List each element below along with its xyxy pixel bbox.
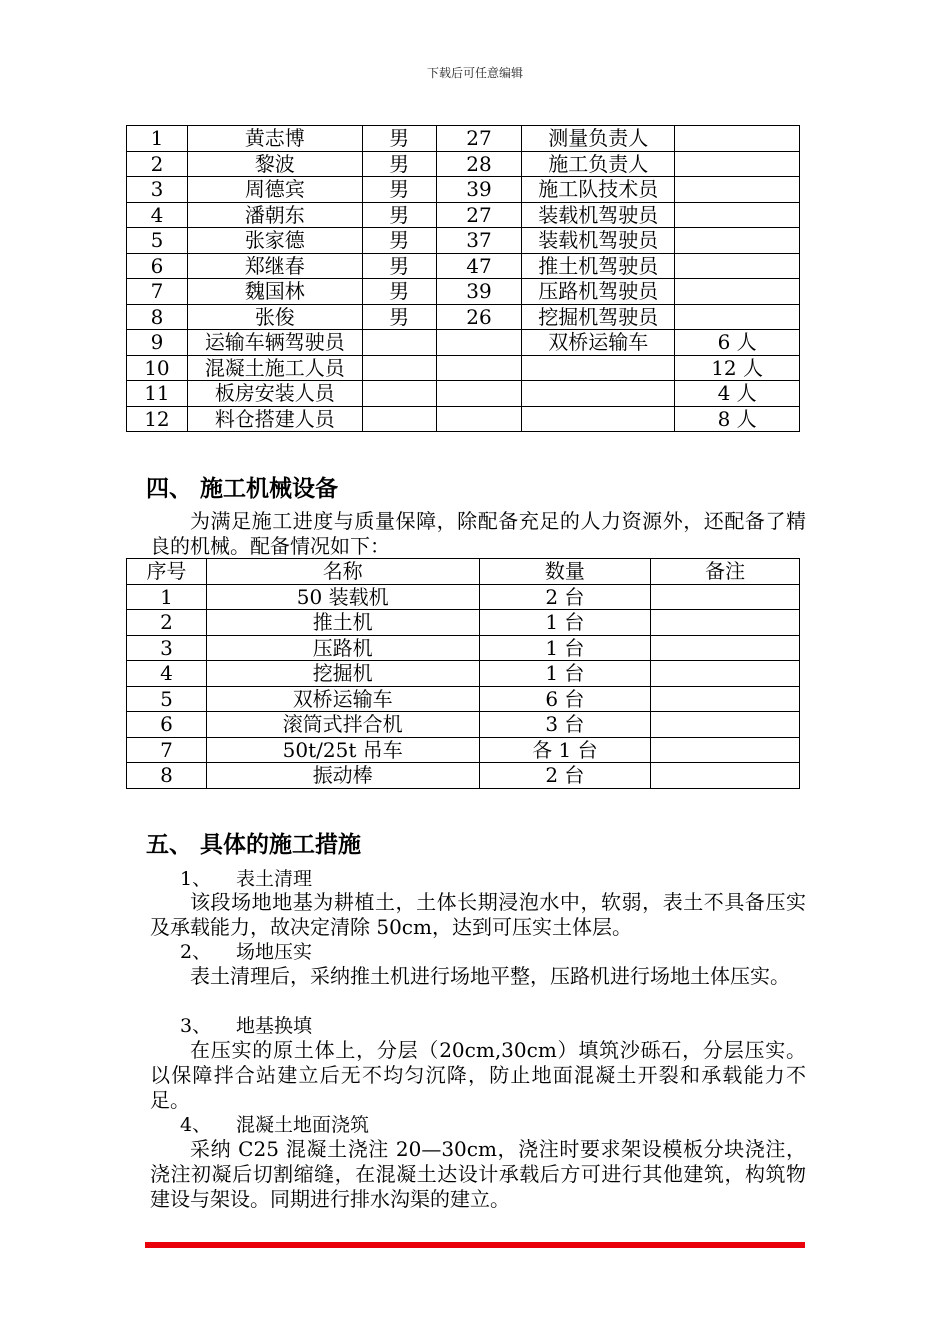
- table-cell: [675, 279, 800, 305]
- table-cell: 男: [362, 228, 436, 254]
- table-cell: 2: [127, 151, 188, 177]
- step-text: 表土清理后，采纳推土机进行场地平整，压路机进行场地土体压实。: [190, 964, 790, 988]
- table-cell: 滚筒式拌合机: [206, 712, 479, 738]
- table-cell: 双桥运输车: [522, 330, 675, 356]
- table-cell: 12 人: [675, 355, 800, 381]
- table-cell: [522, 381, 675, 407]
- section-intro: 为满足施工进度与质量保障，除配备充足的人力资源外，还配备了精良的机械。配备情况如下：: [150, 509, 806, 558]
- table-cell: 挖掘机: [206, 661, 479, 687]
- table-cell: 27: [436, 202, 522, 228]
- table-cell: 运输车辆驾驶员: [187, 330, 362, 356]
- table-row: [127, 330, 800, 356]
- table-cell: [362, 330, 436, 356]
- table-cell: 6 人: [675, 330, 800, 356]
- table-row: [127, 610, 800, 636]
- table-cell: 28: [436, 151, 522, 177]
- table-cell: [362, 355, 436, 381]
- table-cell: [651, 635, 800, 661]
- table-row: [127, 355, 800, 381]
- column-header: 数量: [479, 559, 651, 585]
- table-cell: 郑继春: [187, 253, 362, 279]
- table-cell: 周德宾: [187, 177, 362, 203]
- table-row: [127, 712, 800, 738]
- table-cell: [436, 355, 522, 381]
- table-cell: [522, 406, 675, 432]
- table-cell: 8: [127, 304, 188, 330]
- table-cell: [436, 406, 522, 432]
- table-cell: 10: [127, 355, 188, 381]
- table-cell: 压路机: [206, 635, 479, 661]
- table-cell: 测量负责人: [522, 126, 675, 152]
- table-row: [127, 151, 800, 177]
- table-row: [127, 686, 800, 712]
- table-cell: 1 台: [479, 610, 651, 636]
- table-cell: 27: [436, 126, 522, 152]
- table-cell: 推土机: [206, 610, 479, 636]
- footer-rule: [145, 1242, 805, 1248]
- column-header: 序号: [127, 559, 207, 585]
- table-cell: [675, 126, 800, 152]
- table-cell: 7: [127, 737, 207, 763]
- table-cell: 9: [127, 330, 188, 356]
- table-row: [127, 279, 800, 305]
- table-cell: 男: [362, 177, 436, 203]
- table-cell: 12: [127, 406, 188, 432]
- table-cell: 3 台: [479, 712, 651, 738]
- table-cell: 1: [127, 126, 188, 152]
- table-cell: [436, 330, 522, 356]
- table-cell: 39: [436, 177, 522, 203]
- table-cell: 装载机驾驶员: [522, 228, 675, 254]
- table-header-row: [127, 559, 800, 585]
- step-text: 该段场地地基为耕植土，土体长期浸泡水中，软弱，表土不具备压实及承载能力，故决定清除 50cm，达到可压实土体层。: [150, 890, 806, 939]
- step-heading: 3、 地基换填: [180, 1015, 313, 1037]
- table-cell: 8: [127, 763, 207, 789]
- table-cell: [651, 686, 800, 712]
- table-row: [127, 253, 800, 279]
- table-cell: 3: [127, 177, 188, 203]
- table-cell: 8 人: [675, 406, 800, 432]
- table-cell: 挖掘机驾驶员: [522, 304, 675, 330]
- table-cell: 混凝土施工人员: [187, 355, 362, 381]
- table-row: [127, 381, 800, 407]
- table-row: [127, 228, 800, 254]
- table-cell: 压路机驾驶员: [522, 279, 675, 305]
- step-text: 在压实的原土体上，分层（20cm,30cm）填筑沙砾石，分层压实。以保障拌合站建立后无不均匀沉降，防止地面混凝土开裂和承载能力不足。: [150, 1038, 806, 1112]
- table-row: [127, 304, 800, 330]
- table-row: [127, 202, 800, 228]
- table-cell: 6: [127, 253, 188, 279]
- table-cell: 黄志博: [187, 126, 362, 152]
- table-row: [127, 737, 800, 763]
- table-cell: [651, 712, 800, 738]
- section-heading: 五、 具体的施工措施: [146, 832, 362, 858]
- table-cell: [675, 151, 800, 177]
- equipment-table: [126, 558, 800, 789]
- table-row: [127, 406, 800, 432]
- table-cell: 7: [127, 279, 188, 305]
- table-cell: 4 人: [675, 381, 800, 407]
- table-cell: [651, 763, 800, 789]
- step-text: 采纳 C25 混凝土浇注 20—30cm，浇注时要求架设模板分块浇注，浇注初凝后切割缩缝，在混凝土达设计承载后方可进行其他建筑，构筑物建设与架设。同期进行排水沟渠的建立。: [150, 1137, 806, 1211]
- table-cell: [651, 737, 800, 763]
- table-cell: 双桥运输车: [206, 686, 479, 712]
- table-cell: [651, 661, 800, 687]
- table-cell: 料仓搭建人员: [187, 406, 362, 432]
- table-cell: 39: [436, 279, 522, 305]
- table-cell: 50t/25t 吊车: [206, 737, 479, 763]
- staff-table: [126, 125, 800, 432]
- table-cell: 2 台: [479, 584, 651, 610]
- step-heading: 4、 混凝土地面浇筑: [180, 1114, 370, 1136]
- table-cell: [436, 381, 522, 407]
- table-row: [127, 584, 800, 610]
- table-cell: [675, 177, 800, 203]
- section-heading: 四、 施工机械设备: [146, 476, 339, 502]
- table-cell: 3: [127, 635, 207, 661]
- table-row: [127, 763, 800, 789]
- table-cell: 2: [127, 610, 207, 636]
- table-cell: 装载机驾驶员: [522, 202, 675, 228]
- table-cell: 黎波: [187, 151, 362, 177]
- table-cell: 振动棒: [206, 763, 479, 789]
- table-row: [127, 661, 800, 687]
- step-heading: 2、 场地压实: [180, 941, 313, 963]
- table-cell: 张家德: [187, 228, 362, 254]
- table-cell: 张俊: [187, 304, 362, 330]
- table-cell: 11: [127, 381, 188, 407]
- table-cell: [362, 406, 436, 432]
- table-cell: 男: [362, 279, 436, 305]
- header-note: 下载后可任意编辑: [426, 66, 523, 80]
- table-cell: 1 台: [479, 661, 651, 687]
- table-cell: [522, 355, 675, 381]
- column-header: 名称: [206, 559, 479, 585]
- table-row: [127, 126, 800, 152]
- table-cell: [675, 228, 800, 254]
- table-cell: 4: [127, 661, 207, 687]
- table-cell: 5: [127, 686, 207, 712]
- table-cell: 男: [362, 202, 436, 228]
- table-cell: 1: [127, 584, 207, 610]
- table-cell: 50 装载机: [206, 584, 479, 610]
- table-cell: 男: [362, 304, 436, 330]
- table-row: [127, 635, 800, 661]
- column-header: 备注: [651, 559, 800, 585]
- table-row: [127, 177, 800, 203]
- table-cell: [362, 381, 436, 407]
- table-cell: 推土机驾驶员: [522, 253, 675, 279]
- table-cell: [675, 253, 800, 279]
- table-cell: 各 1 台: [479, 737, 651, 763]
- table-cell: 潘朝东: [187, 202, 362, 228]
- table-cell: 男: [362, 151, 436, 177]
- step-heading: 1、 表土清理: [180, 868, 313, 890]
- table-cell: 5: [127, 228, 188, 254]
- table-cell: 1 台: [479, 635, 651, 661]
- table-cell: 6: [127, 712, 207, 738]
- table-cell: 4: [127, 202, 188, 228]
- table-cell: 2 台: [479, 763, 651, 789]
- table-cell: 施工负责人: [522, 151, 675, 177]
- table-cell: [675, 202, 800, 228]
- table-cell: 47: [436, 253, 522, 279]
- table-cell: 施工队技术员: [522, 177, 675, 203]
- table-cell: [675, 304, 800, 330]
- table-cell: 魏国林: [187, 279, 362, 305]
- table-cell: 26: [436, 304, 522, 330]
- table-cell: 37: [436, 228, 522, 254]
- table-cell: [651, 610, 800, 636]
- table-cell: 男: [362, 253, 436, 279]
- table-cell: [651, 584, 800, 610]
- table-cell: 6 台: [479, 686, 651, 712]
- table-cell: 板房安装人员: [187, 381, 362, 407]
- table-cell: 男: [362, 126, 436, 152]
